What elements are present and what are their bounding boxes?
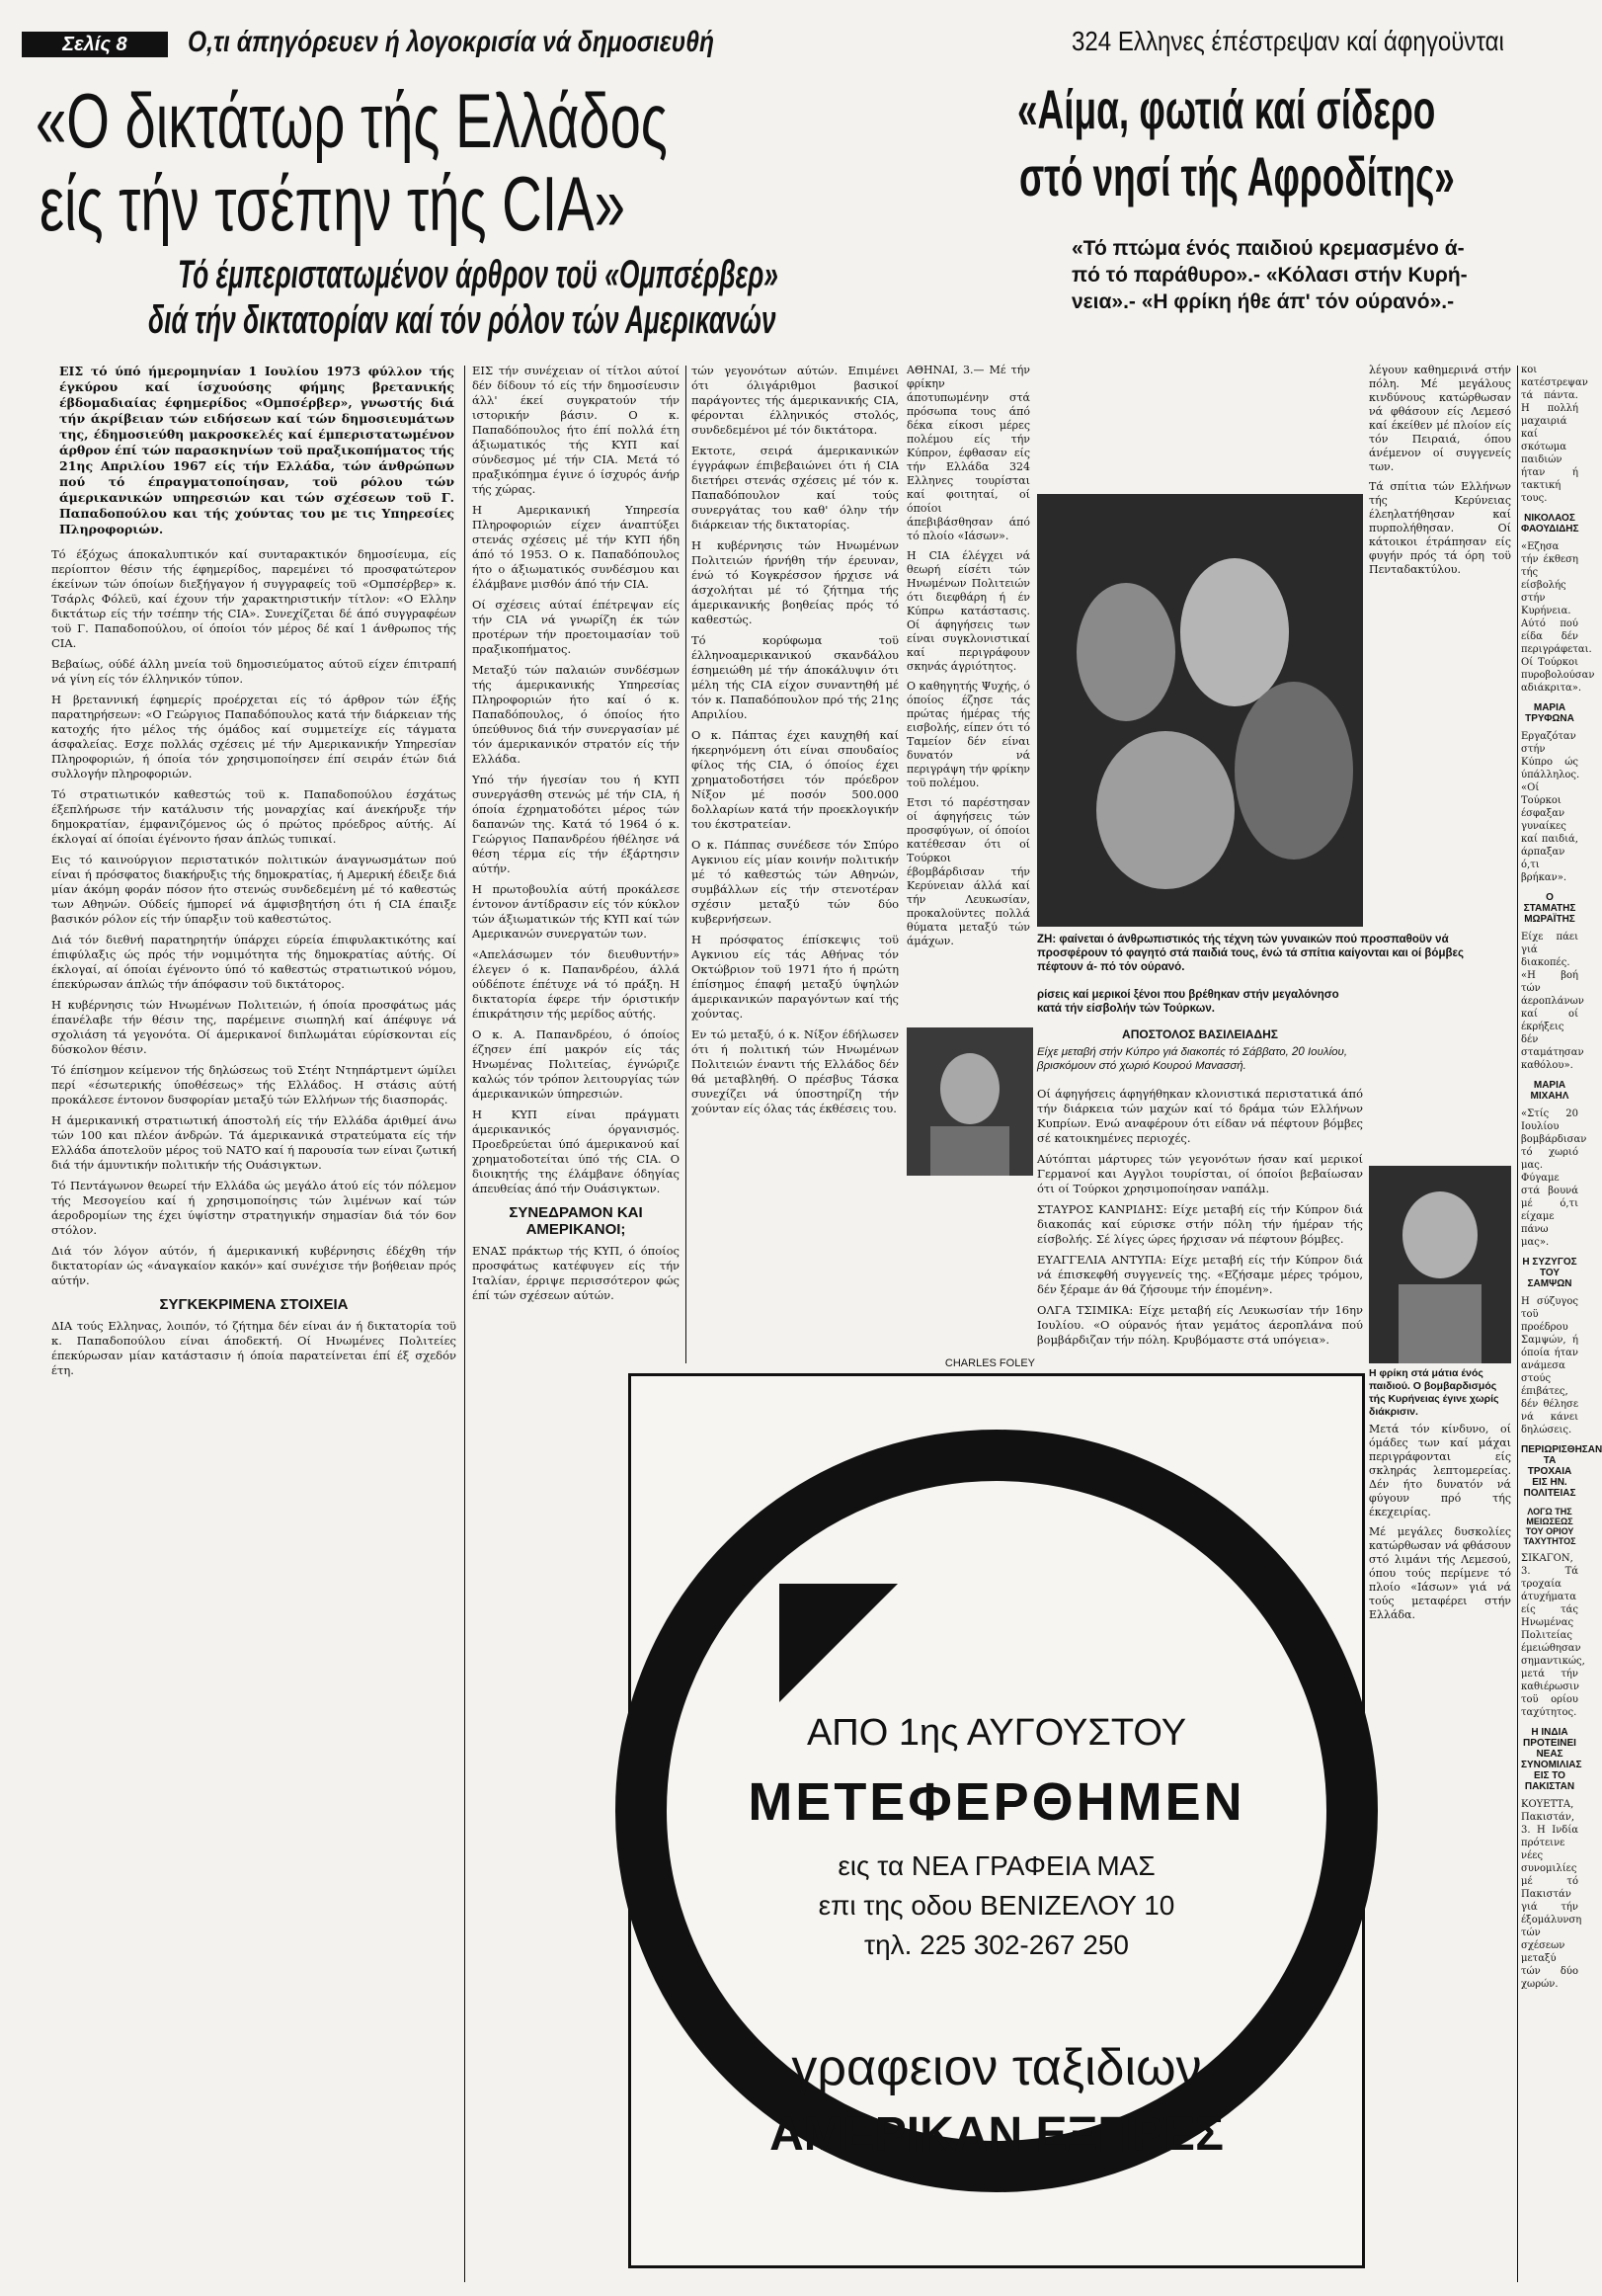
article-paragraph: Οί σχέσεις αύταί έπέτρεψαν είς τήν CIA νά γνωρίζη έκ τών προτέρων τήν προετοιμασίαν τοϋ πραξικοπήματος. [472,598,680,656]
main-headline-line2: είς τήν τσέπην τής CIA» [40,160,625,247]
box-title: Η ΙΝΔΙΑ ΠΡΟΤΕΙΝΕΙ ΝΕΑΣ ΣΥΝΟΜΙΛΙΑΣ ΕΙΣ ΤΟ ΠΑΚΙΣΤΑΝ [1521,1727,1582,1792]
article-paragraph: Τό έπίσημον κείμενον τής δηλώσεως τοϋ Στέητ Ντηπάρτμεντ ώμίλει περί «έσωτερικής ύποθέσεως» τής Ελλάδος. Η στάσις αύτή προκάλεσε έντονον δυσφορίαν μεταξύ τών Ελλήνων τής διασποράς. [51,1063,456,1107]
ad-line-brand: ΑΜΕΡΙΚΑΝ ΕΞΠΡΕΣ [769,2108,1224,2161]
box-subtitle: ΛΟΓΩ ΤΗΣ ΜΕΙΩΣΕΩΣ ΤΟΥ ΟΡΙΟΥ ΤΑΧΥΤΗΤΟΣ [1523,1507,1576,1546]
article-paragraph: ΣΙΚΑΓΟΝ, 3. Τά τροχαία άτυχήματα είς τάς Ηνωμένας Πολιτείας έμειώθησαν σημαντικώς, μετά τήν καθιέρωσιν τοϋ ορίου ταχύτητος. [1521,1553,1585,1718]
article-paragraph: «Στίς 20 Ιουλίου βομβάρδισαν τό χωριό μας. Φύγαμε στά βουνά μέ ό,τι είχαμε πάνω μας». [1521,1108,1587,1248]
person-name: ΜΑΡΙΑ ΤΡΥΦΩΝΑ [1525,702,1574,724]
right-headline-line1: «Αίμα, φωτιά καί σίδερο [1017,78,1436,140]
person-name: Ο ΣΤΑΜΑΤΗΣ ΜΩΡΑΪΤΗΣ [1523,892,1576,925]
article-paragraph: Ο κ. Πάππας συνέδεσε τόν Σπύρο Αγκνιου είς μίαν κοινήν πολιτικήν μέ τό καθεστώς τών Αθηνών, συμβάλλων είς τήν στενοτέραν σχέσιν μεταξύ τών δύο κυβερνήσεων. [691,838,899,926]
article-paragraph: «Απελάσωμεν τόν διευθυντήν» έλεγεν ό κ. Παπανδρέου, άλλά ούδέποτε έπέτυχε νά τό πράξη. Η δικτατορία έφερε τήν όριστικήν έπικράτησιν τής μερίδος αύτής. [472,947,680,1021]
far-right-column [1521,364,1602,2280]
ad-line-phone: τηλ. 225 302-267 250 [864,1929,1129,1960]
article-paragraph: κοι κατέστρεψαν τά πάντα. Η πολλή μαχαιριά καί σκότωμα παιδιών ήταν ή τακτική τους. [1521,365,1588,504]
photo-women-children [1037,494,1363,927]
ad-line-offices: εις τα ΝΕΑ ΓΡΑΦΕΙΑ ΜΑΣ [838,1850,1156,1881]
article-paragraph: Τό κορύφωμα τοϋ έλληνοαμερικανικού σκανδάλου έσημειώθη μέ τήν άποκάλυψιν ότι μέλη τής CIA είχον συναντηθή μέ τόν κ. Παπαδόπουλον πρό τής 21ης Απριλίου. [691,633,899,721]
article-paragraph: «Εζησα τήν έκθεση τής είσβολής στήν Κυρήνεια. Αύτό πού είδα δέν περιγράφεται. Οί Τούρκοι πυροβολούσαν αδιάκριτα». [1521,541,1595,694]
top-kicker: Ο,τι άπηγόρευεν ή λογοκρισία νά δημοσιευθή [188,26,714,58]
article-paragraph: Διά τόν διεθνή παρατηρητήν ύπάρχει εύρεία έπιφυλακτικότης καί έπιφύλαξις ώς πρός τήν νομιμότητα τής δημοκρατίας αύτής. Οί έκλογαί, αί όποίαι έγένοντο ύπό τό καθεστώς στρατιωτικού νόμου, έπεκύρωσαν άπλώς τήν άπόφασιν τοϋ δικτάτορος. [51,933,456,991]
box-title: ΠΕΡΙΩΡΙΣΘΗΣΑΝ ΤΑ ΤΡΟΧΑΙΑ ΕΙΣ ΗΝ. ΠΟΛΙΤΕΙΑΣ [1521,1444,1602,1499]
article-paragraph: Ο κ. Α. Παπανδρέου, ό όποίος έζησεν έπί μακρόν είς τάς Ηνωμένας Πολιτείας, έγνώριζε καλώς τόν τρόπον λειτουργίας τών άμερικανικών ύπηρεσιών. [472,1027,680,1101]
top-right-kicker: 324 Ελληνες έπέστρεψαν καί άφηγοϋνται [1072,26,1504,56]
article-paragraph: Υπό τήν ήγεσίαν του ή ΚΥΠ συνεργάσθη στενώς μέ τήν CIA, ή όποία έχρηματοδότει μέρος τών δαπανών της. Κατά τό 1964 ό κ. Γεώργιος Παπανδρέου ήθέλησε νά θέση τέρμα είς τήν έξάρτησιν αύτήν. [472,773,680,875]
portrait-shapes [907,1027,1033,1176]
photo-caption-1: ΖΗ: φαίνεται ό άνθρωπιστικός τής τέχνη τών γυναικών πού προσπαθοϋν νά προσφέρουν τό φαγητό στά παιδιά τους, ένώ τά σπίτια καίγονται και οί βόμβες πέφτουν ά- πό τόν ούρανό. [1037,934,1464,973]
left-column-3 [691,364,899,1352]
article-paragraph: Εις τό καινούργιον περιστατικόν πολιτικών άναγνωσμάτων πού είναι ή πρόσφατος διακήρυξις τής δημοκρατίας, ή Αμερική έδειξε διά μίαν άκόμη φοράν πόσον ήτο στενώς συνδεδεμένη μέ τό καθεστώς των Αθηνών. Ούδείς ήμπορεί νά άμφισβητήση ότι ή CIA έπαιξε βασικόν ρόλον είς τήν ύπαρξιν τοϋ καθεστώτος. [51,853,456,926]
byline: CHARLES FOLEY [944,1357,1035,1369]
article-paragraph: τών γεγονότων αύτών. Επιμένει ότι όλιγάριθμοι βασικοί παράγοντες τής άμερικανικής CIA, φέρονται έλληνικός στολός, συνδεδεμένοι μέ τόν δικτάτορα. [691,364,899,437]
right-column-a [907,364,1030,1352]
article-paragraph: Οί άφηγήσεις άφηγήθηκαν κλονιστικά περιστατικά άπό τήν διάρκεια τών μαχών καί τό δράμα τών Ελλήνων Κυπρίων. Ενώ αναφέρουν ότι είδαν νά πέφτουν βόμβες σέ κατοικημένες περιοχές. [1037,1087,1363,1145]
article-paragraph: Η κυβέρνησις τών Ηνωμένων Πολιτειών ήρνήθη τήν έρευναν, ένώ τό Κογκρέσσον ήρχισε νά άσχολήται μέ τό ζήτημα τής άμερικανικής βοηθείας πρός τό καθεστώς. [691,538,899,626]
article-paragraph: Ο καθηγητής Ψυχής, ό όποίος έζησε τάς πρώτας ήμέρας τής εισβολής, είπεν ότι τό Ταμείον δέν είναι δυνατόν νά περιγράψη τήν φρίκην τοϋ πολέμου. [907,680,1030,789]
article-paragraph: Τό έξόχως άποκαλυπτικόν καί συνταρακτικόν δημοσίευμα, είς περίοπτον θέσιν τής έφημερίδος, παρεμένει τό προσφατώτερον έκείνων τών όποίων διεξήγαγον ή συγγραφείς τοϋ «Ομπσέρβερ» κ. Τσάρλς Φόλεϋ, καί έχουν τήν χαρακτηριστικήν τίτλον: «Ο Ελλην δικτάτωρ είς τήν τσέπην τής CIA». Συνεχίζεται δέ άπό συγγραφέων τοϋ Γ. Παπαδοπούλου, οί όποίοι τόν μέρος δέ καί 1 άνθρωπος τής CIA. [51,547,456,650]
article-paragraph: Αύτόπται μάρτυρες τών γεγονότων ήσαν καί μερικοί Γερμανοί και Αγγλοι τουρίσται, οί όποίοι βεβαίωσαν ότι οί Τούρκοι χρησιμοποίησαν ναπάλμ. [1037,1152,1363,1195]
column-rule [464,366,465,2282]
column-rule [685,366,686,1363]
article-paragraph: Μεταξύ τών παλαιών συνδέσμων τής άμερικανικής Υπηρεσίας Πληροφοριών ήτο καί ό κ. Παπαδόπουλος, ό όποίος ήτο ύπεύθυνος διά τήν συνεργασίαν μέ τόν άμερικανικόν στρατόν είς τήν Ελλάδα. [472,663,680,766]
column-rule [1517,366,1518,2282]
article-paragraph: Είχε πάει γιά διακοπές. «Η βοή τών άεροπλάνων καί οί έκρήξεις δέν σταμάτησαν καθόλου». [1521,932,1584,1071]
ad-line-address: επι της οδου ΒΕΝΙΖΕΛΟΥ 10 [818,1890,1175,1921]
article-paragraph: Η CIA έλέγχει νά θεωρή είσέτι τών Ηνωμένων Πολιτειών ότι διεφθάρη ή έν Κύπρω κατάστασις. Οί άφηγήσεις των είναι συγκλονιστικαί καί περιγράφουν σκηνάς άγριότητος. [907,549,1030,673]
article-paragraph: Τό Πεντάγωνον θεωρεί τήν Ελλάδα ώς μεγάλο άτού είς τόν πόλεμον τής Μεσογείου καί ή χρησιμοποίησις τών λιμένων καί τών άεροδρομίων της έχει ύψίστην στρατηγικήν σημασίαν διά τόν 6ον στόλον. [51,1179,456,1237]
article-paragraph: Τά σπίτια τών Ελλήνων τής Κερύνειας έλεηλατήθησαν καί πυρπολήθησαν. Οί κάτοικοι έτράπησαν είς φυγήν πρός τά όρη τοϋ Πενταδακτύλου. [1369,480,1511,576]
article-paragraph: Ετσι τό παρέστησαν οί άφηγήσεις τών προσφύγων, οί όποίοι κατέθεσαν ότι οί Τούρκοι έβομβάρδισαν τήν Κερύνειαν άλλά καί τήν Λευκωσίαν, προκαλοϋντες πολλά θύματα μεταξύ τών άμάχων. [907,796,1030,947]
photo-child [1369,1166,1511,1363]
right-column-c [1037,1087,1363,1373]
left-column-1 [51,547,456,2286]
article-paragraph: Μέ μεγάλες δυσκολίες κατώρθωσαν νά φθάσουν στό λιμάνι τής Λεμεσού, όπου τούς περίμενε τό πλοίο «Ιάσων» γιά νά τούς μεταφέρει στήν Ελλάδα. [1369,1525,1511,1621]
ad-line-moved: ΜΕΤΕΦΕΡΘΗΜΕΝ [748,1772,1245,1832]
article-paragraph: ΑΘΗΝΑΙ, 3.— Μέ τήν φρίκην άποτυπωμένην στά πρόσωπα τους άπό δέκα είκοσι μέρες πολέμου είς τήν Κύπρον, έφθασαν είς τήν Ελλάδα 324 Ελληνες τουρίσται καί φοιτηταί, οί όποίοι άπεβιβάσθησαν άπό τό πλοίο «Ιάσων». [907,364,1030,542]
photo-caption-1b: ρίσεις καί μερικοί ξένοι που βρέθηκαν στήν μεγαλόνησο κατά τήν είσβολήν τών Τούρκων. [1037,989,1339,1015]
article-paragraph: ΟΛΓΑ ΤΣΙΜΙΚΑ: Είχε μεταβή είς Λευκωσίαν τήν 16ην Ιουλίου. «Ο ούρανός ήταν γεμάτος άεροπλάνα πού βομβάρδιζαν τήν πόλη. Κρυβόμαστε στά υπόγεια». [1037,1303,1363,1347]
advertisement-box [628,1373,1365,2268]
article-paragraph: Η βρεταννική έφημερίς προέρχεται είς τό άρθρον τών έξής παρατηρήσεων: «Ο Γεώργιος Παπαδόπουλος κατά τήν διάρκειαν τής κατοχής ήτο μέλος τής όμάδος καί συμμετείχε είς τάγματα άσφαλείας. Εσχε πολλάς σχέσεις μέ τήν Αμερικανικήν Υπηρεσίαν Πληροφοριών, ή όποία τόν χρησιμοποίησεν έπί σειράν έτών διά συλλογήν πληροφοριών. [51,693,456,780]
article-paragraph: Η πρωτοβουλία αύτή προκάλεσε έντονον άντίδρασιν είς τόν κύκλον τών άξιωματικών τής ΚΥΠ καί τών Αμερικανών συνεργατών των. [472,882,680,941]
section-badge: Σελίς 8 [22,32,168,57]
article-paragraph: Εργαζόταν στήν Κύπρο ώς ύπάλληλος. «Οί Τούρκοι έσφαξαν γυναίκες καί παιδιά, άρπαξαν ό,τι βρήκαν». [1521,731,1580,883]
article-paragraph: Τό στρατιωτικόν καθεστώς τοϋ κ. Παπαδοπούλου έσχάτως έξεπλήρωσε τήν κατάλυσιν τής μοναρχίας καί άνεκήρυξε τήν δημοκρατίαν, έμφανιζόμενος ώς ό πρώτος πρόεδρος αύτής. Αί έκλογαί αί όποίαι έγένοντο ήσαν άπλώς τυπικαί. [51,787,456,846]
article-paragraph: Εκτοτε, σειρά άμερικανικών έγγράφων έπιβεβαιώνει ότι ή CIA διετήρει στενάς σχέσεις μέ τόν κ. Παπαδόπουλον καί τούς συνεργάτας του καθ' όλην τήν διάρκειαν τής δικτατορίας. [691,444,899,532]
caption-text: Είχε μεταβή στήν Κύπρο γιά διακοπές τό Σάββατο, 20 Ιουλίου, βρισκόμουν στό χωριό Κουρού Μανασσή. [1037,1046,1348,1072]
article-paragraph: ΕΙΣ τήν συνέχειαν οί τίτλοι αύτοί δέν δίδουν τό είς τήν δημοσίευσιν άλλ' έκεί συγκρατούν τήν ιστορικήν βάσιν. Ο κ. Παπαδόπουλος ήτο έπί πολλά έτη άξιωματικός τής ΚΥΠ καί σύνδεσμος μέ τήν CIA. Μετά τό πραξικόπημα έγινε ό ίσχυρός άνήρ τής χώρας. [472,364,680,496]
child-photo-shapes [1369,1166,1511,1363]
caption-name: ΑΠΟΣΤΟΛΟΣ ΒΑΣΙΛΕΙΑΔΗΣ [1122,1027,1278,1041]
article-paragraph: Εν τώ μεταξύ, ό κ. Νίξον έδήλωσεν ότι ή πολιτική τών Ηνωμένων Πολιτειών έναντι τής Ελλάδος δέν θά μεταβληθή. Ο πρέσβυς Τάσκα συνεχίζει νά ύποστηρίζη τήν χούνταν είς όλας τάς έκθέσεις του. [691,1027,899,1115]
right-column-d [1369,1423,1511,1621]
article-paragraph: Η σύζυγος τοϋ προέδρου Σαμψών, ή όποία ήταν ανάμεσα στούς έπιβάτες, δέν θέλησε νά κάνει δηλώσεις. [1521,1296,1578,1435]
photo-caption-3: Η φρίκη στά μάτια ένός παιδιού. Ο βομβαρδισμός τής Κυρήνειας έγινε χωρίς διάκρισιν. [1369,1367,1499,1418]
article-paragraph: ΣΤΑΥΡΟΣ ΚΑΝΡΙΔΗΣ: Είχε μεταβή είς τήν Κύπρον διά διακοπάς καί εύρισκε στήν πόλη τήν ήμέραν τής είσβολής. Σέ λίγες ώρες ήρχισαν νά πέφτουν βόμβες. [1037,1202,1363,1246]
article-paragraph: Η κυβέρνησις τών Ηνωμένων Πολιτειών, ή όποία προσφάτως μάς έπανέλαβε τήν θέσιν της, παρέμεινε σιωπηλή καί άπέφυγε νά σχολιάση τά γεγονότα. Οί άμερικανοί διπλωμάται εύρίσκονται είς δύσκολον θέσιν. [51,998,456,1056]
article-paragraph: Η Αμερικανική Υπηρεσία Πληροφοριών είχεν άναπτύξει στενάς σχέσεις μέ τήν ΚΥΠ ήδη άπό τό 1953. Ο κ. Παπαδόπουλος ήτο ο άξιωματικός συνδέσμου και έλάμβανε μισθόν άπό τήν CIA. [472,503,680,591]
article-paragraph: Βεβαίως, ούδέ άλλη μνεία τοϋ δημοσιεύματος αύτοϋ είχεν έπιτραπή νά γίνη είς τόν έλληνικόν τύπον. [51,657,456,686]
article-paragraph: ΚΟΥΕΤΤΑ, Πακιστάν, 3. Η Ινδία πρότεινε νέες συνομιλίες μέ τό Πακιστάν γιά τήν έξομάλυνση τών σχέσεων μεταξύ τών δύο χωρών. [1521,1799,1582,1990]
left-lead [59,364,454,539]
right-quote-line1: «Τό πτώμα ένός παιδιού κρεμασμένο ά- [1072,237,1465,260]
article-paragraph: Η ΚΥΠ είναι πράγματι άμερικανικός όργανισμός. Προεδρεύεται ύπό άμερικανού καί χρηματοδοτείται ύπό τής CIA. Ο διοικητής της έλάμβανε όδηγίας άπευθείας άπό τήν Ουάσιγκτων. [472,1107,680,1195]
lead-paragraph: ΕΙΣ τό ύπό ήμερομηνίαν 1 Ιουλίου 1973 φύλλον τής έγκύρου καί ίσχυούσης φήμης βρετανικής έβδομαδιαίας έφημερίδος «Ομπσέρβερ», γνωστής διά τήν άκρίβειαν τών ειδήσεων καί τών δημοσιευμάτων της, έδημοσιεύθη μακροσκελές καί έμπεριστατωμένον άρθρον έπί τών παρασκηνίων τοϋ πραξικοπήματος τής 21ης Απριλίου 1967 είς τήν Ελλάδα, τών άνθρώπων πού τό έπραγματοποίησαν, τοϋ ρόλου τών άμερικανικών υπηρεσιών και τών σχέσεων τοϋ Γ. Παπαδοπούλου και τής χούντας του με τις Υπηρεσίες Πληροφοριών. [59,364,454,536]
column-subheading: ΣΥΝΕΔΡΑΜΟΝ ΚΑΙ ΑΜΕΡΙΚΑΝΟΙ; [509,1204,643,1238]
main-subhead-line2: διά τήν δικτατορίαν καί τόν ρόλον τών Αμερικανών [148,298,776,342]
right-headline-line2: στό νησί τής Αφροδίτης» [1019,145,1455,207]
article-paragraph: ΕΥΑΓΓΕΛΙΑ ΑΝΤΥΠΑ: Είχε μεταβή είς τήν Κύπρον διά νά έπισκεφθή συγγενείς της. «Εζήσαμε μέρες τρόμου, δέν ξέραμε άν θά ζήσουμε τήν έπομένη». [1037,1253,1363,1296]
ad-line-date: ΑΠΟ 1ης ΑΥΓΟΥΣΤΟΥ [806,1712,1187,1754]
person-name: ΝΙΚΟΛΑΟΣ ΦΑΟΥΔΙΔΗΣ [1521,513,1579,534]
article-paragraph: Ο κ. Πάπτας έχει καυχηθή καί ήκερηνόμενη ότι είναι σπουδαίος φίλος τής CIA, ό όποίος έχει χρηματοδοτήσει τόν πρόεδρον Νίξον μέ ποσόν 500.000 δολλαρίων κατά τήν προεκλογικήν του έκστρατείαν. [691,728,899,831]
person-name: ΜΑΡΙΑ ΜΙΧΑΗΛ [1530,1080,1569,1102]
right-quote [1072,235,1536,315]
person-name: Η ΣΥΖΥΓΟΣ ΤΟΥ ΣΑΜΨΩΝ [1522,1257,1577,1289]
ad-line-travel: γραφειον ταξιδιων [791,2039,1202,2096]
photo-shapes [1037,494,1363,927]
article-paragraph: Μετά τόν κίνδυνο, οί όμάδες των καί μάχαι περιγράφονται είς σκληράς λεπτομερείας. Δέν ήτο δυνατόν νά φύγουν πρό τής έκεχειρίας. [1369,1423,1511,1518]
right-quote-line3: νεια».- «Η φρίκη ήθε άπ' τόν ούρανό».- [1072,290,1455,313]
main-headline-line1: «Ο δικτάτωρ τής Ελλάδος [36,77,668,164]
article-paragraph: Η άμερικανική στρατιωτική άποστολή είς τήν Ελλάδα άριθμεί άνω τών 100 και πλέον άνδρών. Τά άμερικανικά στρατεύματα είς τήν Ελλάδα άποτελοϋν μέρος τοϋ ΝΑΤΟ καί ή παρουσία των είναι ζωτική διά τήν άμυντικήν πολιτικήν τής Ουάσιγκτων. [51,1113,456,1172]
article-paragraph: λέγουν καθημερινά στήν πόλη. Μέ μεγάλους κινδύνους κατώρθωσαν νά φθάσουν είς Λεμεσό καί έκείθεν μέ πλοίον είς τόν Πειραιά, όπου άνέμενον οί συγγενείς των. [1369,364,1511,473]
article-paragraph: Η πρόσφατος έπίσκεψις τοϋ Αγκνιου είς τάς Αθήνας τόν Οκτώβριον τοϋ 1971 ήτο ή πρώτη έπίσημος έπαφή μεταξύ ύψηλών άμερικανικών παραγόντων καί τής χούντας. [691,933,899,1021]
photo-portrait [907,1027,1033,1176]
article-paragraph: Διά τόν λόγον αύτόν, ή άμερικανική κυβέρνησις έδέχθη τήν δικτατορίαν ώς «άναγκαίον κακόν» καί συνέχισε τήν βοήθειαν πρός αύτήν. [51,1244,456,1287]
right-column-b [1369,364,1511,917]
right-quote-line2: πό τό παράθυρο».- «Κόλασι στήν Κυρή- [1072,264,1468,287]
main-subhead-line1: Τό έμπεριστατωμένον άρθρον τοϋ «Ομπσέρβερ» [178,253,778,296]
article-paragraph: ΔΙΑ τούς Ελληνας, λοιπόν, τό ζήτημα δέν είναι άν ή δικτατορία τοϋ κ. Παπαδοπούλου είναι άποδεκτή. Οί Ηνωμένες Πολιτείες έπεκύρωσαν μίαν κατάστασιν ή όποία παρατείνεται έπί έξ σχεδόν έτη. [51,1319,456,1377]
article-paragraph: ΕΝΑΣ πράκτωρ τής ΚΥΠ, ό όποίος προσφάτως κατέφυγεν είς τήν Ιταλίαν, έρριψε περισσότερον φώς έπί τών σχέσεων αύτών. [472,1244,680,1302]
column-subheading: ΣΥΓΚΕΚΡΙΜΕΝΑ ΣΤΟΙΧΕΙΑ [159,1296,349,1313]
